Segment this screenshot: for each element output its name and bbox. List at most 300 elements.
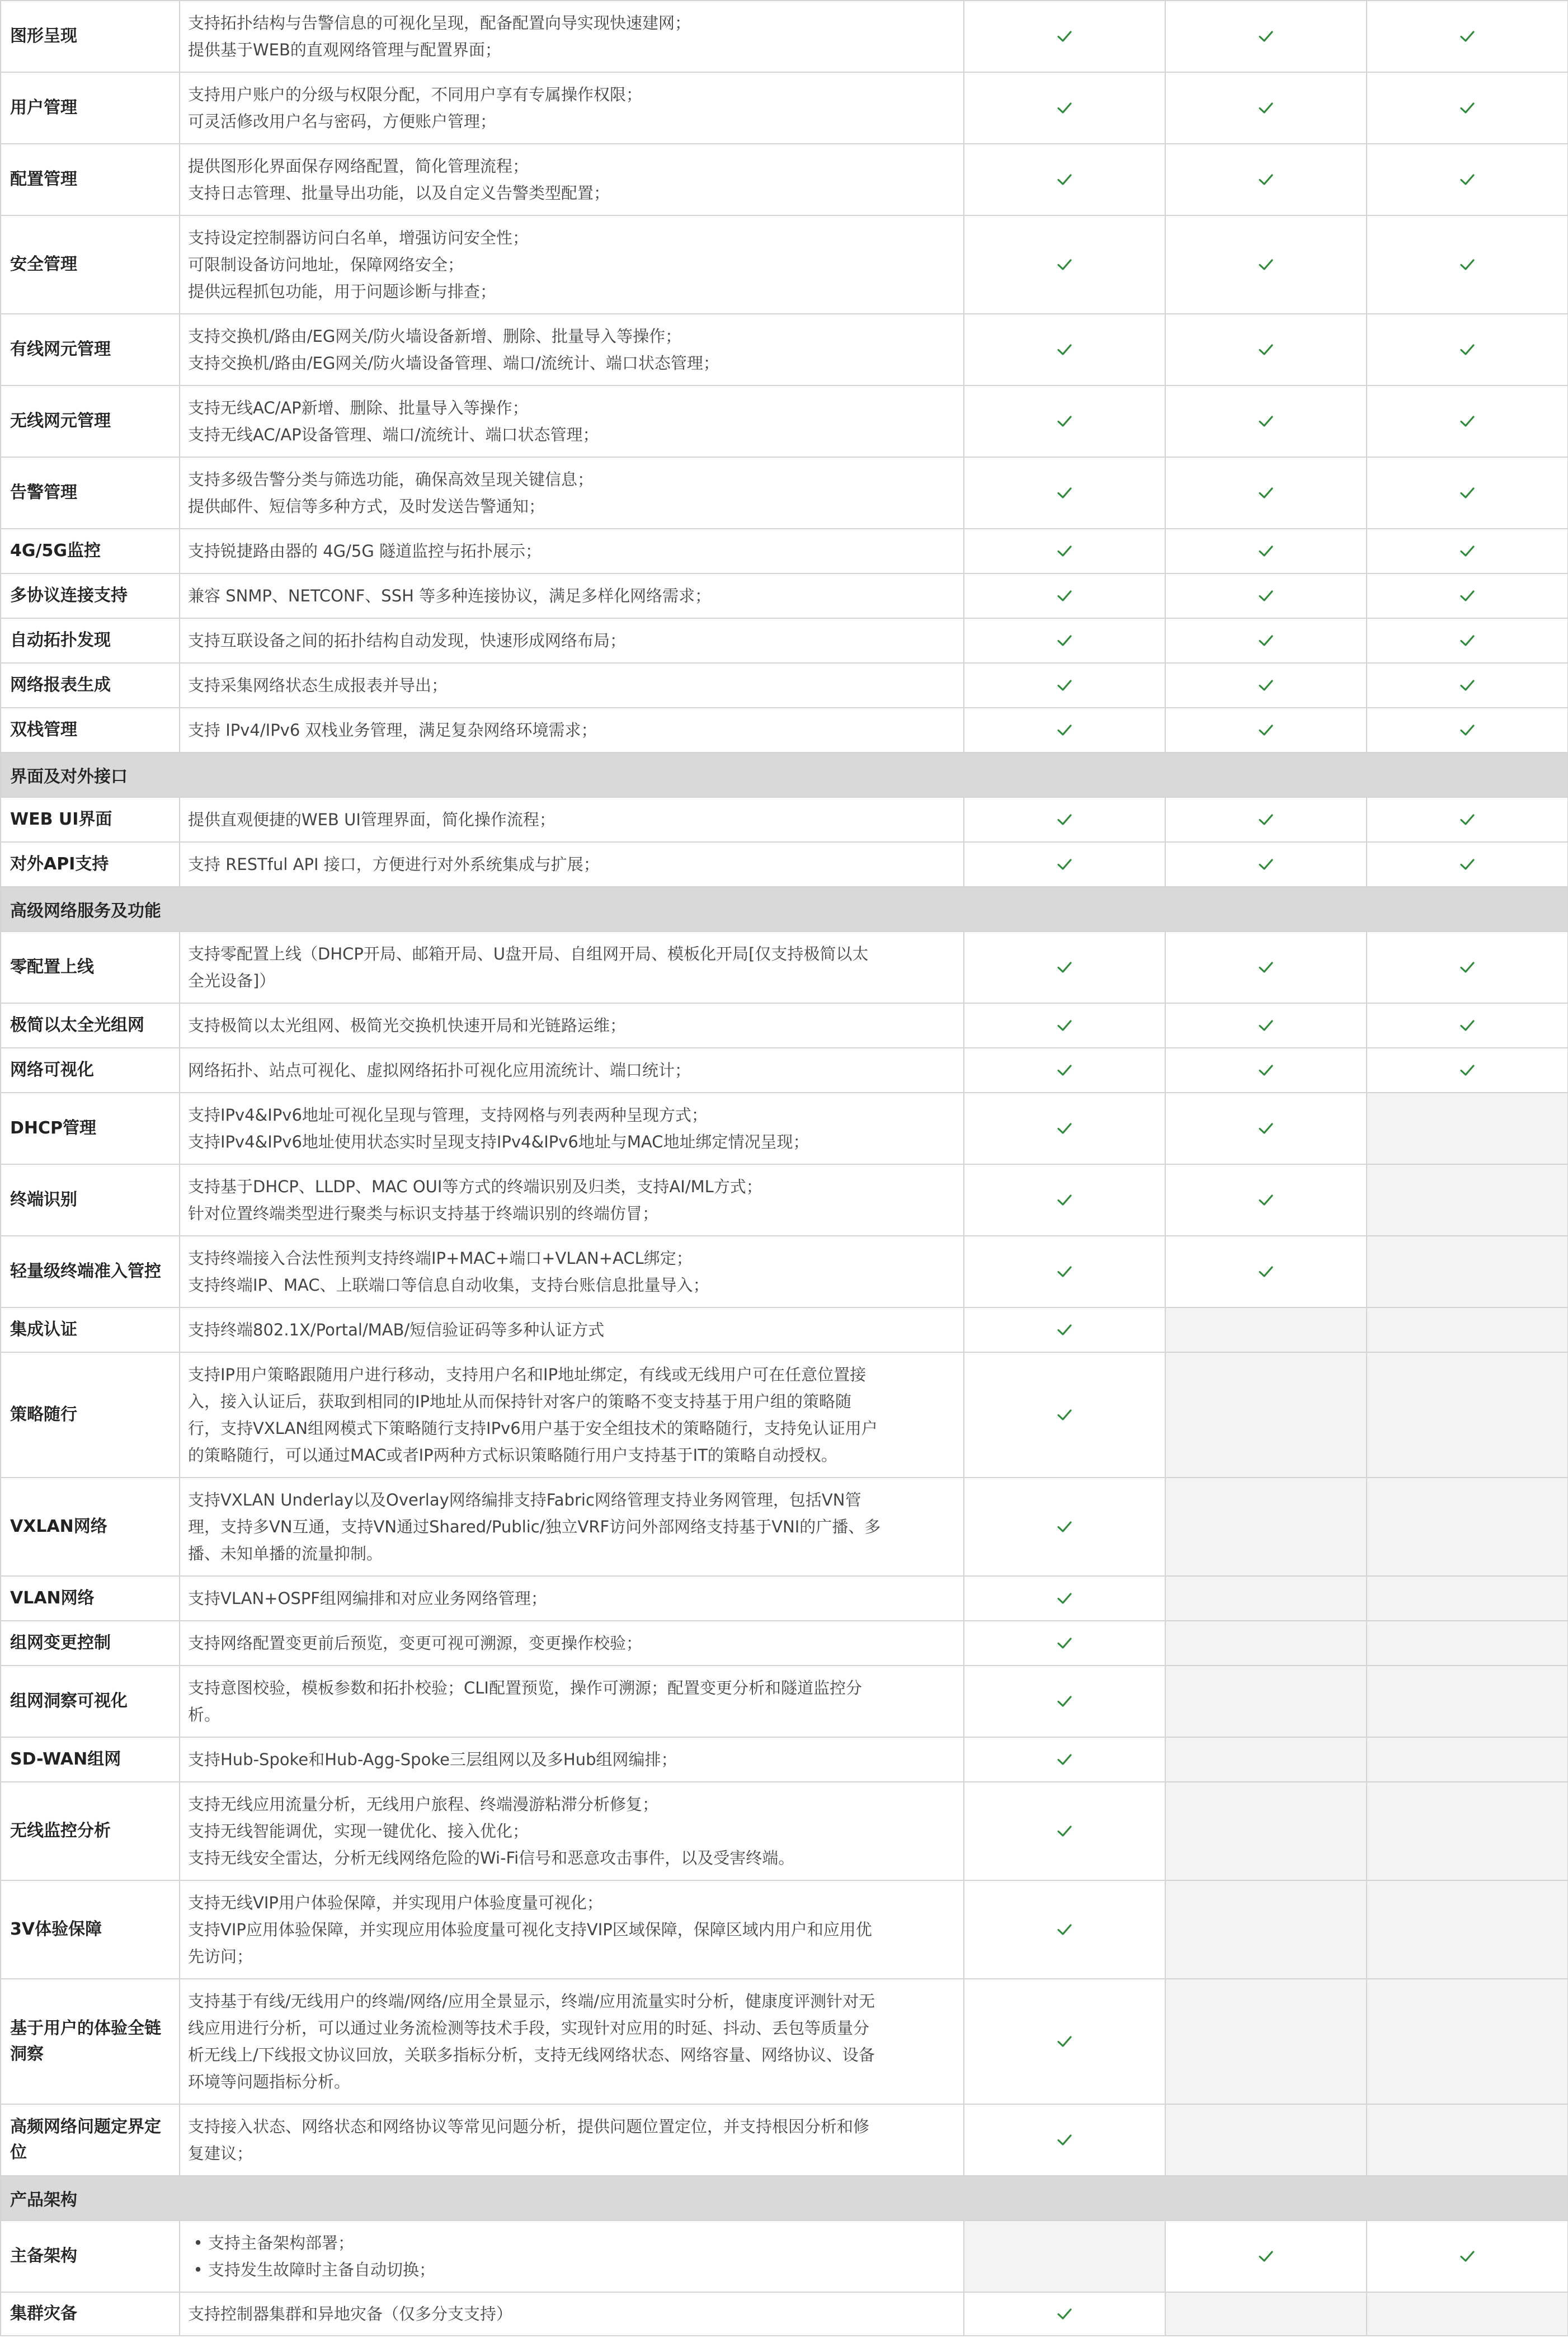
check-icon bbox=[1056, 1590, 1073, 1607]
check-icon bbox=[1056, 1635, 1073, 1652]
feature-name: 对外API支持 bbox=[1, 842, 180, 887]
supported-cell bbox=[1165, 215, 1367, 314]
supported-cell bbox=[1367, 663, 1568, 708]
supported-cell bbox=[1165, 314, 1367, 385]
description-line: 可限制设备访问地址，保障网络安全； bbox=[188, 255, 464, 274]
description-line: 全光设备]） bbox=[188, 971, 276, 990]
check-icon bbox=[1056, 1192, 1073, 1208]
feature-description bbox=[180, 1478, 964, 1576]
check-icon bbox=[1459, 413, 1476, 430]
check-icon bbox=[1258, 1062, 1274, 1079]
description-line: 支持VLAN+OSPF组网编排和对应业务网络管理； bbox=[188, 1589, 547, 1608]
check-icon bbox=[1056, 1406, 1073, 1423]
check-icon bbox=[1459, 811, 1476, 828]
description-line: 支持拓扑结构与告警信息的可视化呈现，配备配置向导实现快速建网； bbox=[188, 13, 691, 32]
supported-cell bbox=[1165, 1164, 1367, 1236]
feature-description bbox=[180, 573, 964, 618]
feature-description bbox=[180, 1576, 964, 1621]
table-row bbox=[1, 708, 1568, 752]
supported-cell bbox=[1165, 663, 1367, 708]
feature-name: 网络报表生成 bbox=[1, 663, 180, 708]
supported-cell bbox=[1165, 144, 1367, 215]
description-line: 提供邮件、短信等多种方式，及时发送告警通知； bbox=[188, 497, 545, 516]
supported-cell bbox=[1367, 1048, 1568, 1093]
feature-description bbox=[180, 1666, 964, 1737]
feature-name: 多协议连接支持 bbox=[1, 573, 180, 618]
supported-cell bbox=[1367, 457, 1568, 529]
unsupported-cell bbox=[1367, 1352, 1568, 1478]
check-icon bbox=[1459, 1062, 1476, 1079]
check-icon bbox=[1459, 484, 1476, 501]
section-title: 界面及对外接口 bbox=[1, 752, 1568, 797]
supported-cell bbox=[964, 529, 1165, 573]
description-line: 支持基于DHCP、LLDP、MAC OUI等方式的终端识别及归类，支持AI/ML方式； bbox=[188, 1177, 762, 1196]
table-row bbox=[1, 2292, 1568, 2336]
check-icon bbox=[1258, 811, 1274, 828]
check-icon bbox=[1056, 1120, 1073, 1137]
check-icon bbox=[1056, 856, 1073, 873]
check-icon bbox=[1258, 722, 1274, 738]
supported-cell bbox=[1367, 1, 1568, 72]
supported-cell bbox=[964, 1164, 1165, 1236]
supported-cell bbox=[1165, 72, 1367, 144]
feature-description bbox=[180, 1621, 964, 1666]
description-line: 复建议； bbox=[188, 2144, 253, 2163]
description-line: 支持设定控制器访问白名单，增强访问安全性； bbox=[188, 228, 529, 247]
check-icon bbox=[1056, 543, 1073, 559]
supported-cell bbox=[964, 663, 1165, 708]
description-line: 入，接入认证后，获取到相同的IP地址从而保持针对客户的策略不变支持基于用户组的策略随 bbox=[188, 1392, 852, 1411]
description-line: 理，支持多VN互通，支持VN通过Shared/Public/独立VRF访问外部网络支持基于VNI的广播、多 bbox=[188, 1517, 881, 1536]
description-line: • 支持主备架构部署； bbox=[188, 2229, 955, 2256]
feature-name: WEB UI界面 bbox=[1, 797, 180, 842]
description-line: 支持 IPv4/IPv6 双栈业务管理，满足复杂网络环境需求； bbox=[188, 721, 597, 740]
unsupported-cell bbox=[1165, 1478, 1367, 1576]
feature-description bbox=[180, 2104, 964, 2176]
supported-cell bbox=[964, 457, 1165, 529]
feature-description bbox=[180, 1737, 964, 1782]
check-icon bbox=[1459, 256, 1476, 273]
supported-cell bbox=[1367, 529, 1568, 573]
check-icon bbox=[1056, 811, 1073, 828]
supported-cell bbox=[1165, 1, 1367, 72]
check-icon bbox=[1056, 341, 1073, 358]
check-icon bbox=[1056, 100, 1073, 116]
supported-cell bbox=[964, 842, 1165, 887]
description-line: 支持 RESTful API 接口，方便进行对外系统集成与扩展； bbox=[188, 855, 600, 874]
supported-cell bbox=[964, 797, 1165, 842]
description-line: 支持用户账户的分级与权限分配，不同用户享有专属操作权限； bbox=[188, 85, 643, 104]
feature-description bbox=[180, 1782, 964, 1880]
feature-name: 无线网元管理 bbox=[1, 385, 180, 457]
description-line: 支持VXLAN Underlay以及Overlay网络编排支持Fabric网络管理支持业务网管理，包括VN管 bbox=[188, 1490, 861, 1509]
feature-description bbox=[180, 1236, 964, 1307]
supported-cell bbox=[1165, 385, 1367, 457]
supported-cell bbox=[964, 1979, 1165, 2104]
check-icon bbox=[1459, 543, 1476, 559]
description-line: 播、未知单播的流量抑制。 bbox=[188, 1544, 383, 1563]
description-line: 支持日志管理、批量导出功能，以及自定义告警类型配置； bbox=[188, 184, 610, 203]
supported-cell bbox=[964, 2292, 1165, 2336]
feature-name: 零配置上线 bbox=[1, 932, 180, 1003]
supported-cell bbox=[964, 1737, 1165, 1782]
description-line: 支持网络配置变更前后预览，变更可视可溯源，变更操作校验； bbox=[188, 1634, 643, 1653]
table-row bbox=[1, 1737, 1568, 1782]
unsupported-cell bbox=[1165, 1979, 1367, 2104]
description-line: 支持无线应用流量分析，无线用户旅程、终端漫游粘滞分析修复； bbox=[188, 1795, 659, 1814]
description-line: 支持锐捷路由器的 4G/5G 隧道监控与拓扑展示； bbox=[188, 542, 542, 561]
check-icon bbox=[1258, 959, 1274, 976]
supported-cell bbox=[964, 1621, 1165, 1666]
supported-cell bbox=[964, 1236, 1165, 1307]
check-icon bbox=[1258, 856, 1274, 873]
supported-cell bbox=[1367, 72, 1568, 144]
section-header-row bbox=[1, 2176, 1568, 2221]
supported-cell bbox=[964, 1478, 1165, 1576]
check-icon bbox=[1258, 1017, 1274, 1034]
feature-name: 基于用户的体验全链洞察 bbox=[1, 1979, 180, 2104]
unsupported-cell bbox=[1367, 1576, 1568, 1621]
section-header-row bbox=[1, 752, 1568, 797]
feature-name: 图形呈现 bbox=[1, 1, 180, 72]
supported-cell bbox=[1165, 708, 1367, 752]
description-line: 提供直观便捷的WEB UI管理界面，简化操作流程； bbox=[188, 810, 555, 829]
check-icon bbox=[1459, 856, 1476, 873]
unsupported-cell bbox=[1165, 1621, 1367, 1666]
supported-cell bbox=[964, 1576, 1165, 1621]
section-title: 产品架构 bbox=[1, 2176, 1568, 2221]
table-row bbox=[1, 2104, 1568, 2176]
description-line: 提供图形化界面保存网络配置，简化管理流程； bbox=[188, 157, 529, 176]
description-line: 针对位置终端类型进行聚类与标识支持基于终端识别的终端仿冒； bbox=[188, 1204, 659, 1223]
check-icon bbox=[1056, 1693, 1073, 1710]
supported-cell bbox=[1367, 932, 1568, 1003]
feature-description bbox=[180, 1880, 964, 1979]
feature-description bbox=[180, 457, 964, 529]
feature-description bbox=[180, 618, 964, 663]
check-icon bbox=[1056, 28, 1073, 45]
feature-description bbox=[180, 932, 964, 1003]
table-body bbox=[1, 1, 1568, 2336]
feature-name: 用户管理 bbox=[1, 72, 180, 144]
check-icon bbox=[1056, 1062, 1073, 1079]
description-line: 析。 bbox=[188, 1705, 221, 1724]
feature-name: 配置管理 bbox=[1, 144, 180, 215]
feature-name: 自动拓扑发现 bbox=[1, 618, 180, 663]
feature-name: 集成认证 bbox=[1, 1307, 180, 1352]
feature-description bbox=[180, 1048, 964, 1093]
table-row bbox=[1, 618, 1568, 663]
description-line: 可灵活修改用户名与密码，方便账户管理； bbox=[188, 112, 497, 131]
supported-cell bbox=[964, 1093, 1165, 1164]
supported-cell bbox=[1367, 842, 1568, 887]
feature-name: VLAN网络 bbox=[1, 1576, 180, 1621]
feature-description bbox=[180, 1, 964, 72]
check-icon bbox=[1056, 1263, 1073, 1280]
unsupported-cell bbox=[1165, 2104, 1367, 2176]
description-line: 支持Hub-Spoke和Hub-Agg-Spoke三层组网以及多Hub组网编排； bbox=[188, 1750, 677, 1769]
table-row bbox=[1, 1236, 1568, 1307]
table-row bbox=[1, 385, 1568, 457]
table-row bbox=[1, 1, 1568, 72]
table-row bbox=[1, 1093, 1568, 1164]
check-icon bbox=[1258, 1263, 1274, 1280]
unsupported-cell bbox=[1165, 1352, 1367, 1478]
table-row bbox=[1, 1666, 1568, 1737]
description-line: 支持控制器集群和异地灾备（仅多分支支持） bbox=[188, 2304, 513, 2323]
check-icon bbox=[1258, 2248, 1274, 2265]
table-row bbox=[1, 2221, 1568, 2292]
supported-cell bbox=[964, 2104, 1165, 2176]
check-icon bbox=[1258, 1120, 1274, 1137]
description-line: 环境等问题指标分析。 bbox=[188, 2072, 351, 2091]
table-row bbox=[1, 797, 1568, 842]
check-icon bbox=[1258, 341, 1274, 358]
description-line: 支持VIP应用体验保障，并实现应用体验度量可视化支持VIP区域保障，保障区域内用户和应用优 bbox=[188, 1920, 872, 1939]
description-line: 支持意图校验，模板参数和拓扑校验；CLI配置预览，操作可溯源；配置变更分析和隧道监控分 bbox=[188, 1678, 862, 1697]
description-line: 支持接入状态、网络状态和网络协议等常见问题分析，提供问题位置定位，并支持根因分析和修 bbox=[188, 2117, 870, 2136]
feature-name: 安全管理 bbox=[1, 215, 180, 314]
feature-name: DHCP管理 bbox=[1, 1093, 180, 1164]
description-line: 支持基于有线/无线用户的终端/网络/应用全景显示，终端/应用流量实时分析，健康度评测针对无 bbox=[188, 1992, 875, 2011]
check-icon bbox=[1459, 959, 1476, 976]
unsupported-cell bbox=[1165, 1307, 1367, 1352]
description-line: 先访问； bbox=[188, 1947, 253, 1966]
description-line: 提供基于WEB的直观网络管理与配置界面； bbox=[188, 40, 501, 59]
feature-description bbox=[180, 797, 964, 842]
unsupported-cell bbox=[1165, 1576, 1367, 1621]
feature-description bbox=[180, 314, 964, 385]
feature-name: 告警管理 bbox=[1, 457, 180, 529]
description-line: • 支持发生故障时主备自动切换； bbox=[188, 2256, 955, 2283]
feature-name: 极简以太全光组网 bbox=[1, 1003, 180, 1048]
check-icon bbox=[1056, 2132, 1073, 2148]
check-icon bbox=[1056, 1921, 1073, 1938]
check-icon bbox=[1459, 100, 1476, 116]
description-line: 析无线上/下线报文协议回放，关联多指标分析，支持无线网络状态、网络容量、网络协议、设备 bbox=[188, 2045, 875, 2064]
feature-name: 策略随行 bbox=[1, 1352, 180, 1478]
check-icon bbox=[1056, 413, 1073, 430]
check-icon bbox=[1056, 171, 1073, 188]
supported-cell bbox=[1367, 573, 1568, 618]
check-icon bbox=[1258, 171, 1274, 188]
supported-cell bbox=[1165, 842, 1367, 887]
table-row bbox=[1, 1478, 1568, 1576]
feature-description bbox=[180, 1093, 964, 1164]
supported-cell bbox=[1165, 1048, 1367, 1093]
supported-cell bbox=[1367, 708, 1568, 752]
check-icon bbox=[1258, 413, 1274, 430]
feature-name: 有线网元管理 bbox=[1, 314, 180, 385]
description-line: 支持终端802.1X/Portal/MAB/短信验证码等多种认证方式 bbox=[188, 1320, 605, 1339]
table-row bbox=[1, 1782, 1568, 1880]
supported-cell bbox=[1165, 797, 1367, 842]
supported-cell bbox=[964, 144, 1165, 215]
description-line: 提供远程抓包功能，用于问题诊断与排查； bbox=[188, 282, 497, 301]
description-line: 支持IPv4&IPv6地址使用状态实时呈现支持IPv4&IPv6地址与MAC地址绑定情况呈现； bbox=[188, 1132, 809, 1151]
description-line: 支持极简以太光组网、极简光交换机快速开局和光链路运维； bbox=[188, 1016, 627, 1035]
supported-cell bbox=[964, 573, 1165, 618]
feature-description bbox=[180, 708, 964, 752]
feature-description bbox=[180, 1164, 964, 1236]
check-icon bbox=[1258, 543, 1274, 559]
check-icon bbox=[1459, 171, 1476, 188]
supported-cell bbox=[964, 932, 1165, 1003]
description-line: 支持终端IP、MAC、上联端口等信息自动收集，支持台账信息批量导入； bbox=[188, 1276, 709, 1295]
check-icon bbox=[1258, 256, 1274, 273]
unsupported-cell bbox=[1367, 1737, 1568, 1782]
unsupported-cell bbox=[1165, 1880, 1367, 1979]
feature-description bbox=[180, 2221, 964, 2292]
unsupported-cell bbox=[1165, 2292, 1367, 2336]
description-line: 支持零配置上线（DHCP开局、邮箱开局、U盘开局、自组网开局、模板化开局[仅支持极简以太 bbox=[188, 944, 869, 963]
feature-description bbox=[180, 72, 964, 144]
check-icon bbox=[1056, 2306, 1073, 2322]
unsupported-cell bbox=[964, 2221, 1165, 2292]
table-row bbox=[1, 1576, 1568, 1621]
description-line: 支持无线AC/AP新增、删除、批量导入等操作； bbox=[188, 398, 529, 417]
unsupported-cell bbox=[1367, 1880, 1568, 1979]
feature-description bbox=[180, 2292, 964, 2336]
table-row bbox=[1, 144, 1568, 215]
supported-cell bbox=[1165, 1093, 1367, 1164]
check-icon bbox=[1459, 677, 1476, 694]
feature-description bbox=[180, 215, 964, 314]
table-row bbox=[1, 573, 1568, 618]
feature-name: 集群灾备 bbox=[1, 2292, 180, 2336]
feature-name: SD-WAN组网 bbox=[1, 1737, 180, 1782]
check-icon bbox=[1056, 2033, 1073, 2050]
check-icon bbox=[1056, 677, 1073, 694]
supported-cell bbox=[964, 1, 1165, 72]
description-line: 线应用进行分析，可以通过业务流检测等技术手段，实现针对应用的时延、抖动、丢包等质量分 bbox=[188, 2019, 870, 2038]
description-line: 支持IPv4&IPv6地址可视化呈现与管理，支持网格与列表两种呈现方式； bbox=[188, 1106, 708, 1125]
table-row bbox=[1, 932, 1568, 1003]
table-row bbox=[1, 1880, 1568, 1979]
check-icon bbox=[1258, 28, 1274, 45]
feature-name: 组网洞察可视化 bbox=[1, 1666, 180, 1737]
feature-description bbox=[180, 1352, 964, 1478]
check-icon bbox=[1459, 2248, 1476, 2265]
unsupported-cell bbox=[1367, 2104, 1568, 2176]
supported-cell bbox=[964, 1003, 1165, 1048]
check-icon bbox=[1459, 28, 1476, 45]
supported-cell bbox=[964, 618, 1165, 663]
description-line: 支持交换机/路由/EG网关/防火墙设备新增、删除、批量导入等操作； bbox=[188, 327, 682, 346]
feature-name: 4G/5G监控 bbox=[1, 529, 180, 573]
unsupported-cell bbox=[1367, 1478, 1568, 1576]
description-line: 支持无线AC/AP设备管理、端口/流统计、端口状态管理； bbox=[188, 425, 599, 444]
supported-cell bbox=[964, 1048, 1165, 1093]
check-icon bbox=[1056, 1823, 1073, 1840]
supported-cell bbox=[964, 1307, 1165, 1352]
supported-cell bbox=[1165, 618, 1367, 663]
unsupported-cell bbox=[1367, 1782, 1568, 1880]
description-line: 行，支持VXLAN组网模式下策略随行支持IPv6用户基于安全组技术的策略随行，支持免认证用户 bbox=[188, 1419, 878, 1438]
check-icon bbox=[1056, 1751, 1073, 1768]
check-icon bbox=[1056, 1518, 1073, 1535]
description-line: 支持无线VIP用户体验保障，并实现用户体验度量可视化； bbox=[188, 1893, 603, 1912]
feature-description bbox=[180, 1003, 964, 1048]
supported-cell bbox=[964, 314, 1165, 385]
table-row bbox=[1, 1352, 1568, 1478]
supported-cell bbox=[1165, 1236, 1367, 1307]
feature-name: 网络可视化 bbox=[1, 1048, 180, 1093]
table-row bbox=[1, 842, 1568, 887]
feature-name: 高频网络问题定界定位 bbox=[1, 2104, 180, 2176]
feature-name: 无线监控分析 bbox=[1, 1782, 180, 1880]
feature-description bbox=[180, 529, 964, 573]
check-icon bbox=[1056, 256, 1073, 273]
supported-cell bbox=[1165, 529, 1367, 573]
description-line: 支持IP用户策略跟随用户进行移动，支持用户名和IP地址绑定，有线或无线用户可在任意位置接 bbox=[188, 1365, 867, 1384]
table-row bbox=[1, 1164, 1568, 1236]
check-icon bbox=[1056, 722, 1073, 738]
unsupported-cell bbox=[1367, 1666, 1568, 1737]
table-row bbox=[1, 1307, 1568, 1352]
feature-name: 主备架构 bbox=[1, 2221, 180, 2292]
description-line: 支持无线安全雷达，分析无线网络危险的Wi-Fi信号和恶意攻击事件，以及受害终端。 bbox=[188, 1848, 795, 1867]
check-icon bbox=[1459, 1017, 1476, 1034]
check-icon bbox=[1459, 587, 1476, 604]
table-row bbox=[1, 1621, 1568, 1666]
table-row bbox=[1, 457, 1568, 529]
unsupported-cell bbox=[1165, 1666, 1367, 1737]
table-row bbox=[1, 1979, 1568, 2104]
unsupported-cell bbox=[1367, 1307, 1568, 1352]
description-line: 支持互联设备之间的拓扑结构自动发现，快速形成网络布局； bbox=[188, 631, 627, 650]
feature-description bbox=[180, 144, 964, 215]
supported-cell bbox=[964, 708, 1165, 752]
supported-cell bbox=[1367, 144, 1568, 215]
supported-cell bbox=[1165, 573, 1367, 618]
feature-name: 组网变更控制 bbox=[1, 1621, 180, 1666]
check-icon bbox=[1056, 632, 1073, 649]
unsupported-cell bbox=[1367, 1979, 1568, 2104]
section-header-row bbox=[1, 887, 1568, 932]
supported-cell bbox=[1367, 1003, 1568, 1048]
feature-description bbox=[180, 663, 964, 708]
supported-cell bbox=[1165, 932, 1367, 1003]
check-icon bbox=[1258, 587, 1274, 604]
feature-description bbox=[180, 1979, 964, 2104]
supported-cell bbox=[964, 215, 1165, 314]
table-row bbox=[1, 663, 1568, 708]
check-icon bbox=[1459, 722, 1476, 738]
feature-description bbox=[180, 1307, 964, 1352]
feature-name: VXLAN网络 bbox=[1, 1478, 180, 1576]
supported-cell bbox=[964, 72, 1165, 144]
check-icon bbox=[1056, 959, 1073, 976]
unsupported-cell bbox=[1367, 1164, 1568, 1236]
unsupported-cell bbox=[1165, 1782, 1367, 1880]
section-title: 高级网络服务及功能 bbox=[1, 887, 1568, 932]
supported-cell bbox=[1367, 618, 1568, 663]
description-line: 支持无线智能调优，实现一键优化、接入优化； bbox=[188, 1822, 529, 1841]
table-row bbox=[1, 1003, 1568, 1048]
description-line: 网络拓扑、站点可视化、虚拟网络拓扑可视化应用流统计、端口统计； bbox=[188, 1061, 691, 1080]
feature-name: 3V体验保障 bbox=[1, 1880, 180, 1979]
supported-cell bbox=[1367, 385, 1568, 457]
check-icon bbox=[1258, 632, 1274, 649]
supported-cell bbox=[1165, 1003, 1367, 1048]
check-icon bbox=[1056, 587, 1073, 604]
supported-cell bbox=[964, 1666, 1165, 1737]
unsupported-cell bbox=[1367, 1093, 1568, 1164]
feature-description bbox=[180, 385, 964, 457]
description-line: 支持交换机/路由/EG网关/防火墙设备管理、端口/流统计、端口状态管理； bbox=[188, 354, 719, 373]
supported-cell bbox=[964, 1782, 1165, 1880]
